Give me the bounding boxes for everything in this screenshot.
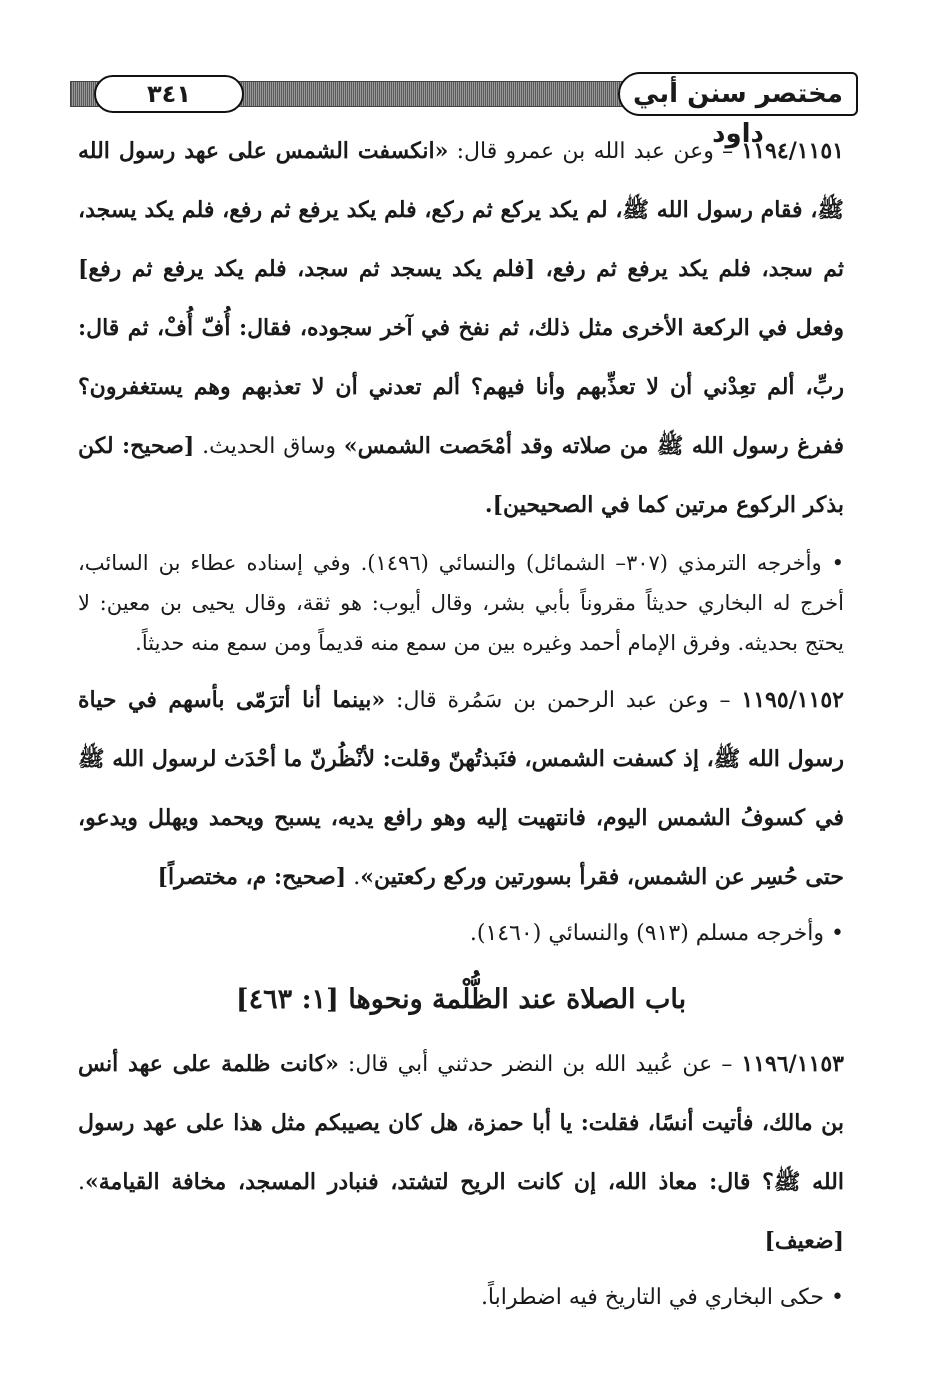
hadith-text: «انكسفت الشمس على عهد رسول الله ﷺ، فقام رسول الله ﷺ، لم يكد يركع ثم ركع، فلم يكد يرفع ثم رفع، فلم يكد يسجد، ثم سجد، فلم يكد يرفع ثم رفع، [فلم يكد يسجد ثم سجد، فلم يكد يرفع ثم رفع] وفعل في الركعة الأخرى مثل ذلك، ثم نفخ في آخر سجوده، فقال: أُفّ أُفْ، ثم قال: ربِّ، ألم تعِدْني أن لا تعذِّبهم وأنا فيهم؟ ألم تعدني أن لا تعذبهم وهم يستغفرون؟ ففرغ رسول الله ﷺ من صلاته وقد أمْحَصت الشمس»: [78, 138, 845, 459]
hadith-tail: .: [346, 865, 361, 890]
hadith-tail: .: [78, 1170, 85, 1195]
hadith-1194: [78, 122, 844, 535]
hadith-number: ١١٩٦/١١٥٣: [741, 1051, 844, 1077]
hadith-text: «كانت ظلمة على عهد أنس بن مالك، فأتيت أنسًا، فقلت: يا أبا حمزة، هل كان يصيبكم مثل هذا على عهد رسول الله ﷺ؟ قال: معاذ الله، إن كانت الريح لتشتد، فنبادر المسجد، مخافة القيامة»: [78, 1051, 844, 1195]
page-content: [78, 122, 844, 1325]
hadith-text: «بينما أنا أترَمّى بأسهم في حياة رسول الله ﷺ، إذ كسفت الشمس، فنَبذتُهنّ وقلت: لأنْظُرنّ ما أحْدَث لرسول الله ﷺ في كسوفُ الشمس اليوم، فانتهيت إليه وهو رافع يديه، يسبح ويحمد ويهلل ويدعو، حتى حُسِر عن الشمس، فقرأ بسورتين وركع ركعتين»: [78, 687, 844, 890]
hadith-1196: [78, 1035, 844, 1271]
hadith-intro: – عن عُبيد الله بن النضر حدثني أبي قال:: [338, 1052, 742, 1077]
hadith-grade: [صحيح: لكن بذكر الركوع مرتين كما في الصحيحين].: [78, 433, 844, 518]
hadith-grade: [صحيح: م، مختصراً]: [157, 864, 347, 890]
chapter-heading: باب الصلاة عند الظُّلْمة ونحوها [١: ٤٦٣]: [235, 984, 687, 1015]
page-header: [70, 72, 858, 149]
book-title: مختصر سنن أبي داود: [618, 72, 858, 116]
hadith-intro: – وعن عبد الرحمن بن سَمُرة قال:: [385, 688, 742, 713]
hadith-intro: – وعن عبد الله بن عمرو قال:: [448, 139, 742, 164]
hadith-1195: [78, 671, 844, 907]
takhrij-note: [78, 1271, 844, 1325]
note-text: • وأخرجه الترمذي (٣٠٧– الشمائل) والنسائي (١٤٩٦). وفي إسناده عطاء بن السائب، أخرج له البخاري حديثاً مقروناً بأبي بشر، وقال أيوب: هو ثقة، وقال يحيى بن معين: لا يحتج بحديثه. وفرق الإمام أحمد وغيره بين من سمع منه قديماً ومن سمع منه حديثاً.: [78, 551, 844, 655]
hadith-tail: وساق الحديث.: [194, 434, 344, 459]
hadith-number: ١١٩٥/١١٥٢: [741, 687, 844, 713]
page-number: ٣٤١: [94, 75, 244, 113]
hadith-grade: [ضعيف]: [764, 1228, 844, 1254]
note-text: • وأخرجه مسلم (٩١٣) والنسائي (١٤٦٠).: [470, 921, 844, 946]
takhrij-note: [78, 907, 844, 961]
note-text: • حكى البخاري في التاريخ فيه اضطراباً.: [481, 1285, 844, 1310]
hadith-number: ١١٩٤/١١٥١: [741, 138, 844, 164]
takhrij-note: [78, 543, 844, 663]
